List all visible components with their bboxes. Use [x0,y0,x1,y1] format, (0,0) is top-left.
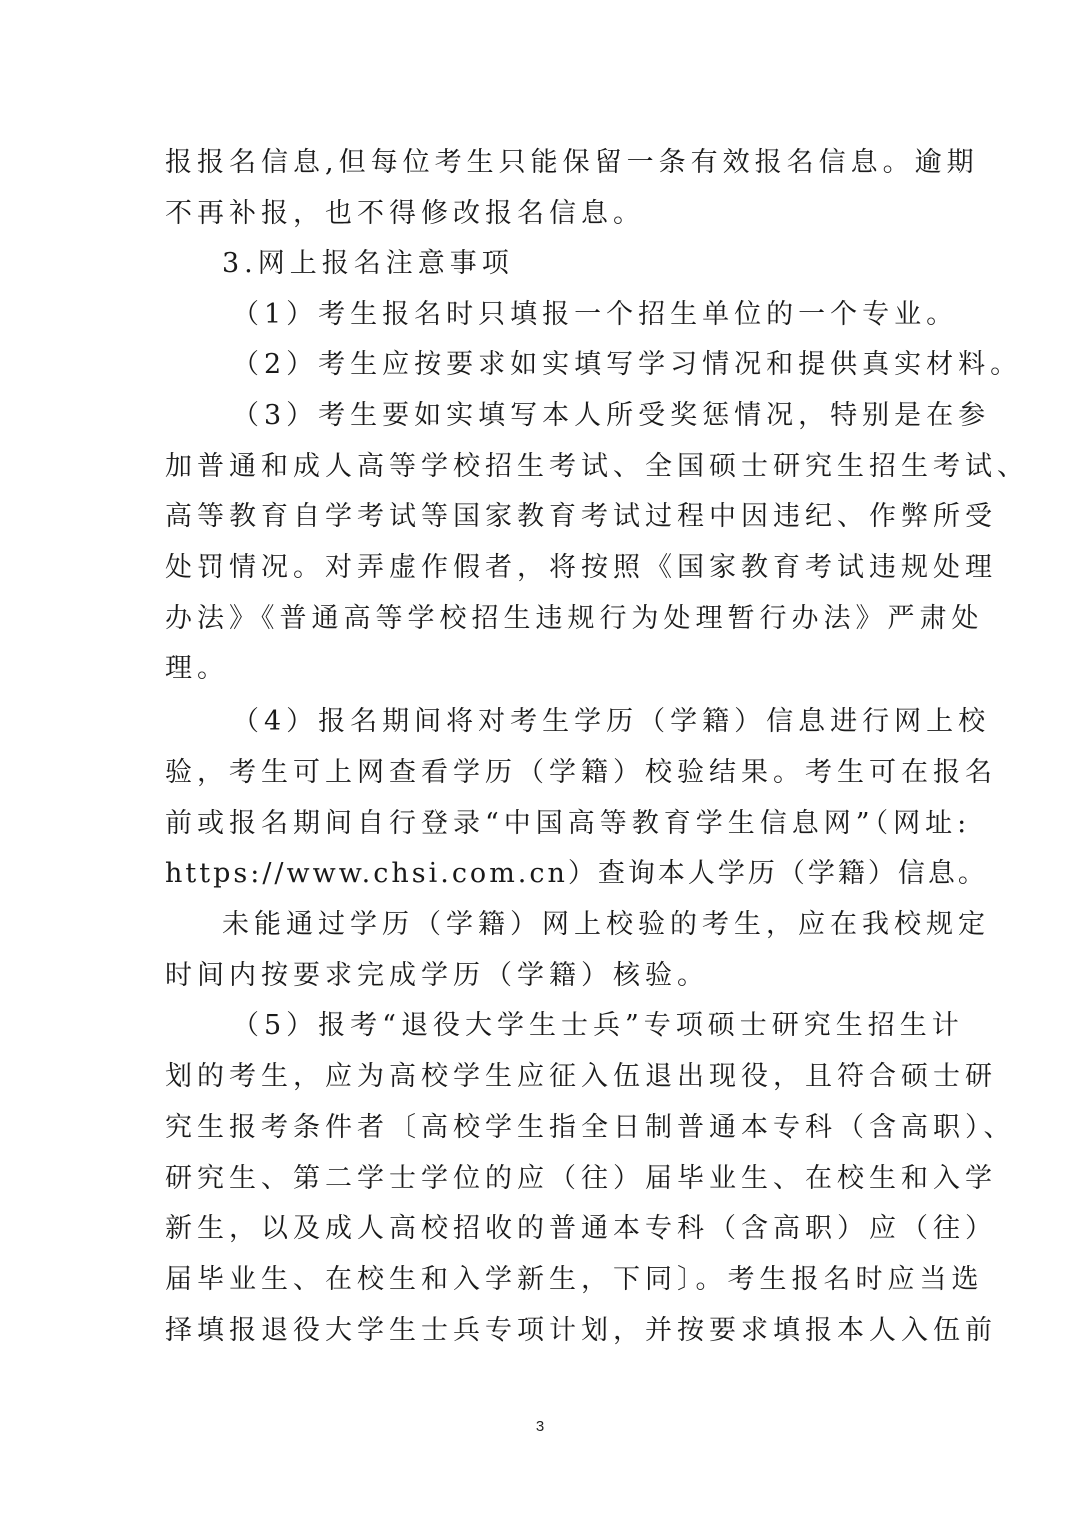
text-line-url: https://www.chsi.com.cn）查询本人学历（学籍）信息。 [165,858,988,889]
page-number: 3 [535,1418,545,1435]
text-line: 研究生、第二学士学位的应（往）届毕业生、在校生和入学 [165,1163,997,1194]
text-line: 划的考生，应为高校学生应征入伍退出现役，且符合硕士研 [165,1061,997,1092]
text-line: 前或报名期间自行登录“中国高等教育学生信息网”（网址: [165,808,972,839]
text-line: （3）考生要如实填写本人所受奖惩情况，特别是在参 [232,400,991,431]
text-line: 新生，以及成人高校招收的普通本专科（含高职）应（往） [165,1213,997,1244]
text-line: （2）考生应按要求如实填写学习情况和提供真实材料。 [232,349,1023,380]
text-line: （5）报考“退役大学生士兵”专项硕士研究生招生计 [232,1010,964,1041]
text-line: 时间内按要求完成学历（学籍）核验。 [165,960,709,991]
section-heading: 3.网上报名注意事项 [222,248,514,279]
text-line: 高等教育自学考试等国家教育考试过程中因违纪、作弊所受 [165,501,997,532]
text-line: （4）报名期间将对考生学历（学籍）信息进行网上校 [232,706,991,737]
text-line: 办法》《普通高等学校招生违规行为处理暂行办法》严肃处 [165,603,984,634]
text-line: 加普通和成人高等学校招生考试、全国硕士研究生招生考试、 [165,451,1029,482]
text-line: （1）考生报名时只填报一个招生单位的一个专业。 [232,299,959,330]
text-line: 处罚情况。对弄虚作假者，将按照《国家教育考试违规处理 [165,552,997,583]
text-line: 届毕业生、在校生和入学新生，下同〕。考生报名时应当选 [165,1264,984,1295]
text-line: 理。 [165,653,229,684]
text-line: 未能通过学历（学籍）网上校验的考生，应在我校规定 [222,909,990,940]
text-line: 择填报退役大学生士兵专项计划，并按要求填报本人入伍前 [165,1315,997,1346]
text-line: 究生报考条件者〔高校学生指全日制普通本专科（含高职）、 [165,1112,1016,1143]
text-line: 报报名信息,但每位考生只能保留一条有效报名信息。逾期 [165,147,979,178]
text-line: 验，考生可上网查看学历（学籍）校验结果。考生可在报名 [165,757,997,788]
text-line: 不再补报，也不得修改报名信息。 [165,198,645,229]
